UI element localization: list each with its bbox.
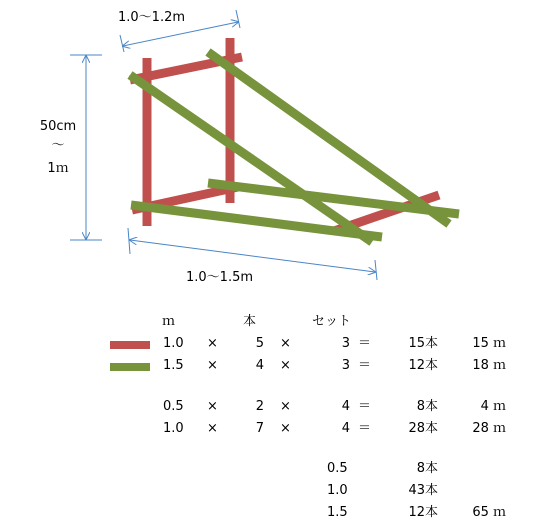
row1-total: 15本 — [408, 336, 438, 351]
bottom-width-tick-right — [375, 260, 377, 280]
height-label-50cm: 50cm — [39, 119, 77, 134]
row3-m: 0.5 — [163, 399, 184, 414]
row1-equals: ＝ — [358, 336, 372, 351]
row1-length: 15 ｍ — [472, 336, 506, 351]
summary1-total: 8本 — [416, 461, 438, 476]
top-width-tick-right — [236, 10, 240, 28]
summary3-m: 1.5 — [327, 505, 348, 520]
summary1-m: 0.5 — [327, 461, 348, 476]
row2-sets: 3 — [341, 358, 350, 373]
row4-equals: ＝ — [358, 421, 372, 436]
row1-sets: 3 — [341, 336, 350, 351]
row1-times-2: × — [280, 336, 291, 351]
height-label-1m: 1ｍ — [47, 161, 69, 176]
row4-times-1: × — [207, 421, 218, 436]
row3-times-1: × — [207, 399, 218, 414]
row3-total: 8本 — [416, 399, 438, 414]
bottom-width-dimension — [130, 240, 375, 272]
red-pipe-swatch — [110, 341, 150, 349]
summary3-total: 12本 — [408, 505, 438, 520]
row3-length: 4 ｍ — [480, 399, 506, 414]
header-m: ｍ — [162, 314, 176, 329]
bottom-width-label: 1.0～1.5m — [186, 270, 254, 285]
header-hon: 本 — [243, 314, 257, 329]
summary-total-length: 65 ｍ — [472, 505, 506, 520]
row2-count: 4 — [255, 358, 264, 373]
row2-length: 18 ｍ — [472, 358, 506, 373]
row4-times-2: × — [280, 421, 291, 436]
summary2-total: 43本 — [408, 483, 438, 498]
row3-count: 2 — [255, 399, 264, 414]
row4-count: 7 — [255, 421, 264, 436]
row3-equals: ＝ — [358, 399, 372, 414]
row2-equals: ＝ — [358, 358, 372, 373]
top-width-label: 1.0～1.2m — [118, 10, 186, 25]
row4-total: 28本 — [408, 421, 438, 436]
header-set: セット — [312, 314, 352, 329]
row3-times-2: × — [280, 399, 291, 414]
row2-m: 1.5 — [163, 358, 184, 373]
row4-m: 1.0 — [163, 421, 184, 436]
height-label-tilde: ～ — [51, 138, 65, 153]
summary2-m: 1.0 — [327, 483, 348, 498]
row2-times-1: × — [207, 358, 218, 373]
row4-length: 28 ｍ — [472, 421, 506, 436]
green-pipe-swatch — [110, 363, 150, 371]
row1-times-1: × — [207, 336, 218, 351]
green-pipes — [130, 52, 459, 242]
row1-m: 1.0 — [163, 336, 184, 351]
row4-sets: 4 — [341, 421, 350, 436]
top-width-tick-left — [120, 35, 124, 52]
row1-count: 5 — [255, 336, 264, 351]
row3-sets: 4 — [341, 399, 350, 414]
bottom-width-tick-left — [128, 228, 130, 254]
row2-total: 12本 — [408, 358, 438, 373]
row2-times-2: × — [280, 358, 291, 373]
